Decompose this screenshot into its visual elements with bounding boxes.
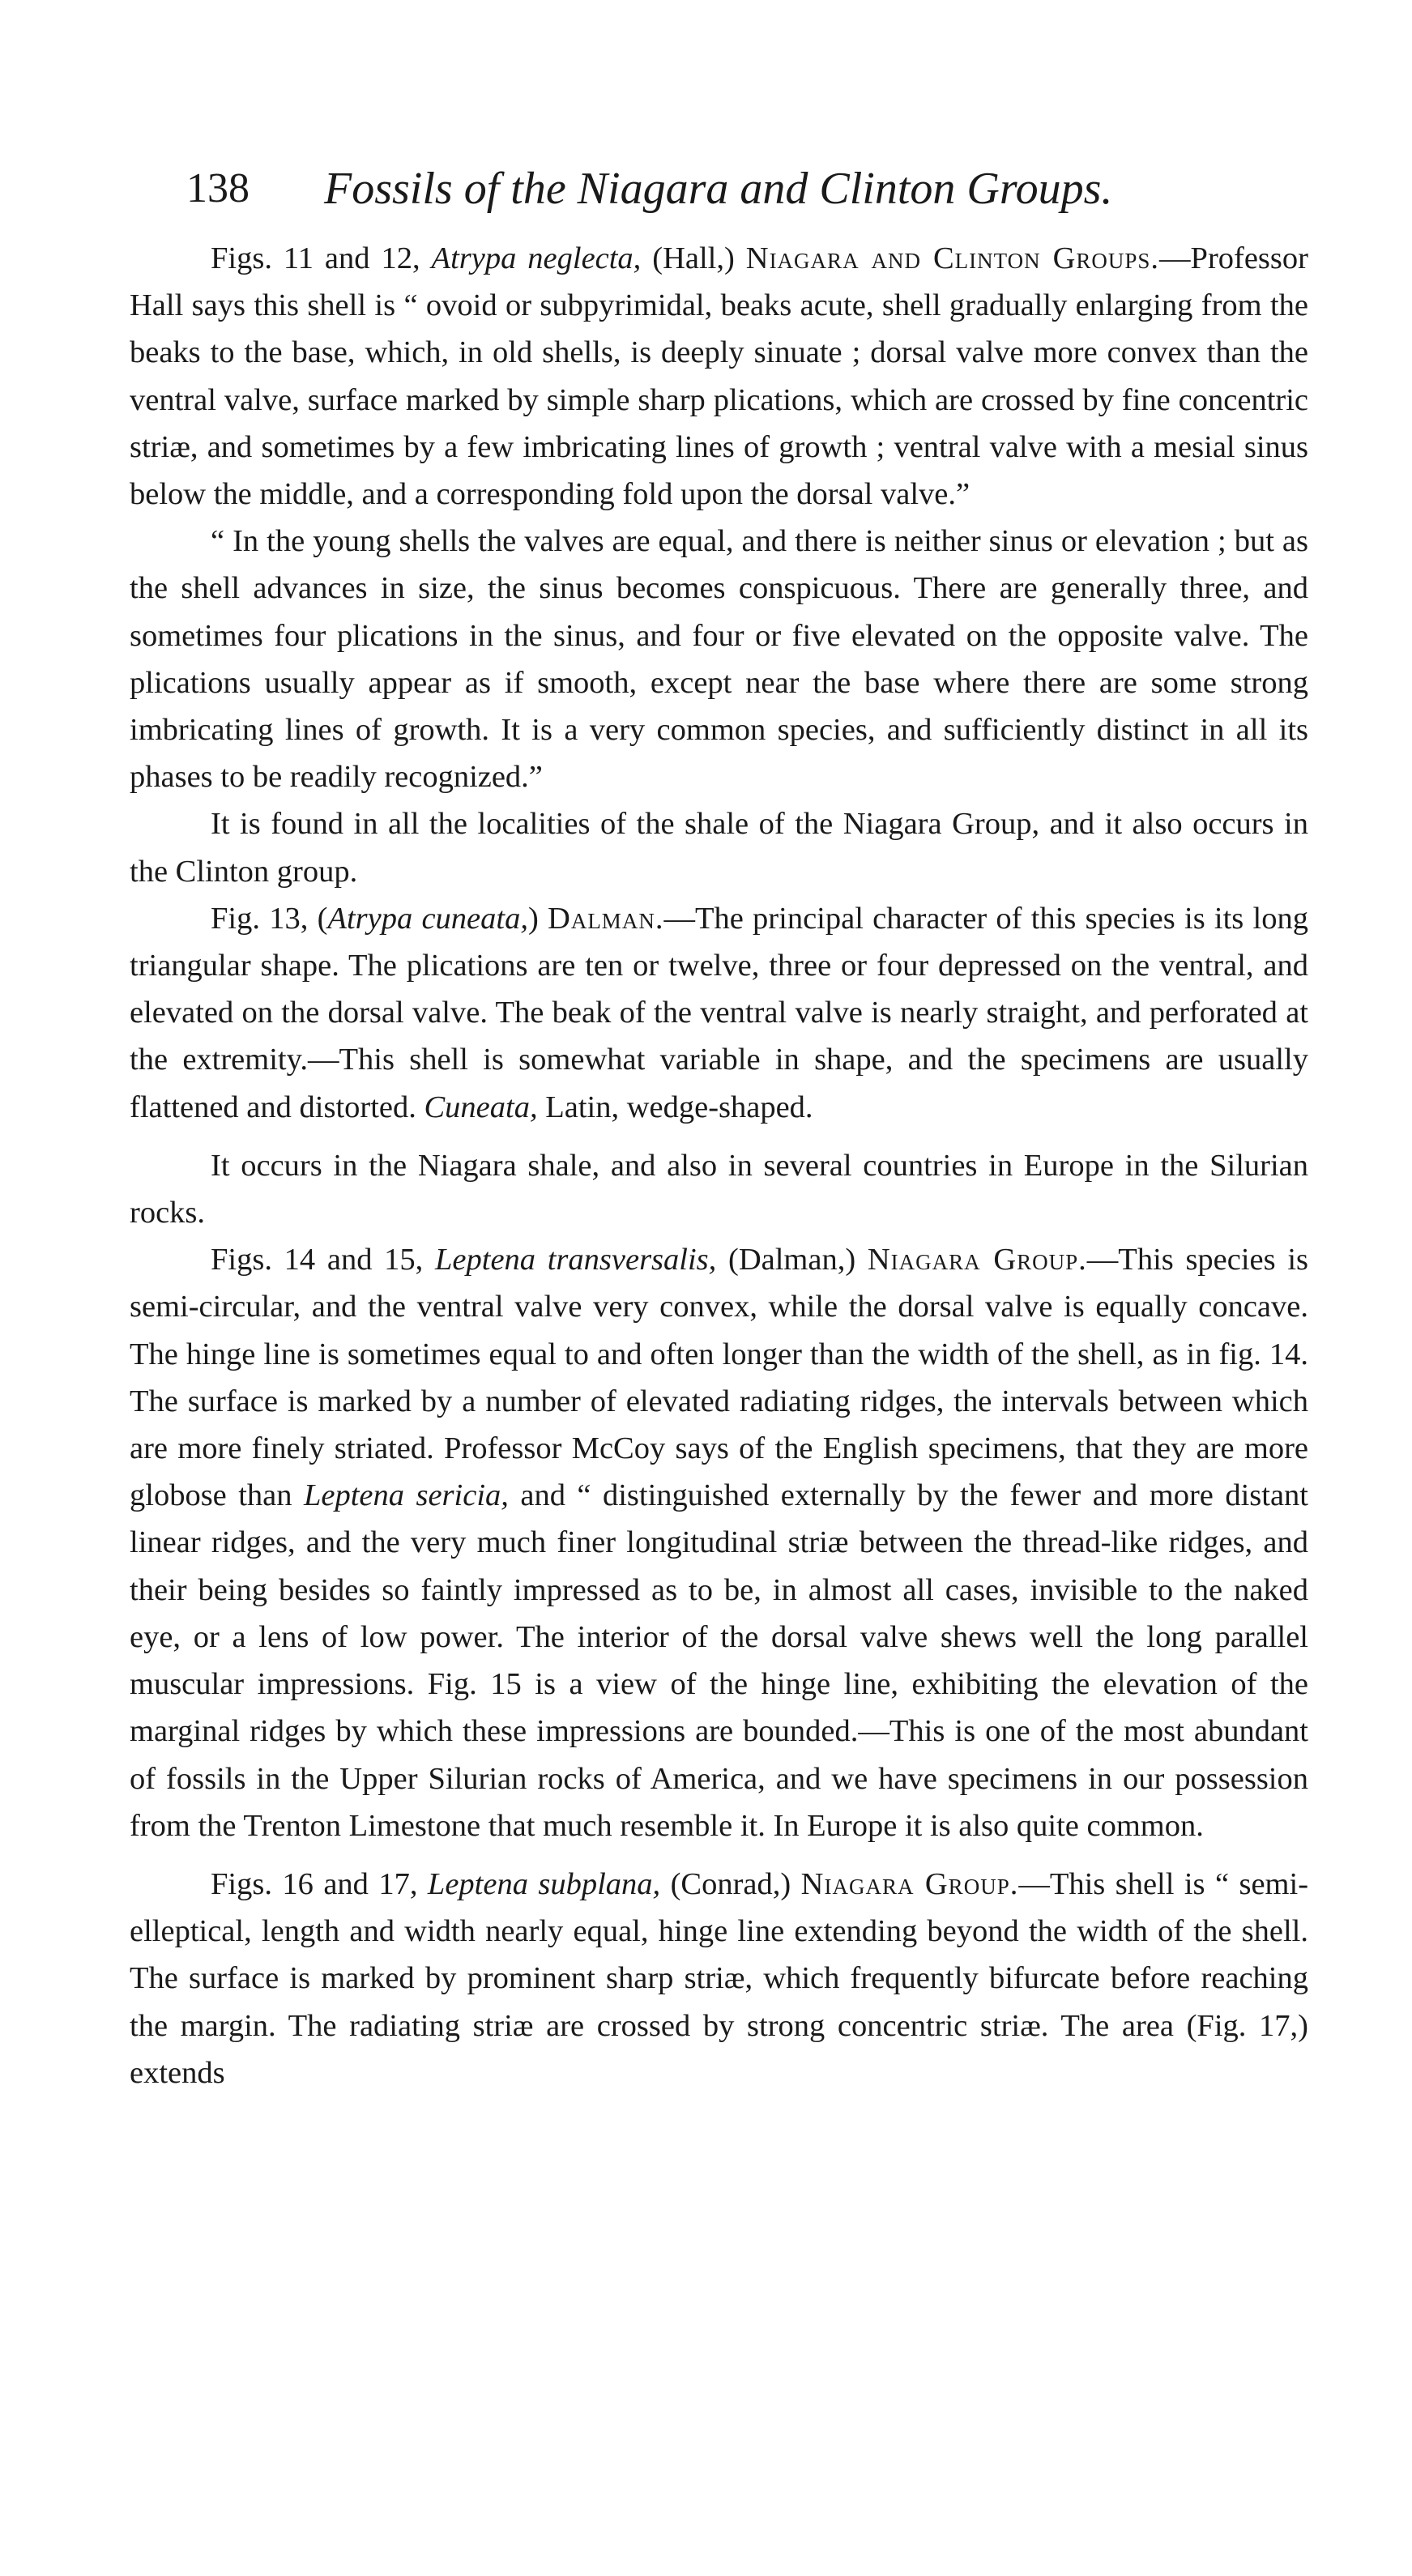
text-run: Figs. 16 and 17,	[211, 1866, 428, 1901]
running-title: Fossils of the Niagara and Clinton Groups.	[324, 164, 1113, 214]
paragraph-leptena-transversalis	[130, 1236, 1308, 1849]
text-run: Fig. 13, (	[211, 901, 328, 936]
italic-run: Leptena subplana,	[427, 1866, 661, 1901]
italic-run: Leptena sericia,	[303, 1478, 509, 1513]
italic-run: Atrypa cuneata,	[327, 901, 528, 936]
text-run: It occurs in the Niagara shale, and also in several countries in Europe in the Silurian rocks.	[130, 1148, 1308, 1230]
text-run: (Conrad,)	[660, 1866, 801, 1901]
paragraph-atrypa-cuneata	[130, 895, 1308, 1131]
text-run: Figs. 11 and 12,	[211, 241, 432, 275]
paragraph-young-shells	[130, 518, 1308, 800]
text-run: —This species is semi-circular, and the ventral valve very convex, while the dorsal valve is equally concave. The hinge line is sometimes equal to and often longer than the width of the shell, as in fig. 14. The surface is marked by a number of elevated radiating ridges, the intervals between which are more finely striated. Professor McCoy says of the English specimens, that they are more globose than	[130, 1243, 1309, 1513]
text-run: Figs. 14 and 15,	[211, 1243, 435, 1277]
smallcaps-run: Niagara Group.	[867, 1243, 1087, 1277]
text-run: (Dalman,)	[716, 1243, 868, 1277]
smallcaps-run: Niagara Group.	[800, 1866, 1019, 1901]
text-run: —This shell is “ semi-elleptical, length and width nearly equal, hinge line extending beyond the width of the shell. The surface is marked by prominent sharp striæ, which frequently bifurcate before reaching the margin. The radiating striæ are crossed by strong concentric striæ. The area (Fig. 17,) extends	[130, 1866, 1309, 2090]
text-run: —The principal character of this species is its long triangular shape. The plications are ten or twelve, three or four depressed on the ventral, and elevated on the dorsal valve. The beak of the ventral valve is nearly straight, and perforated at the extremity.—This shell is somewhat variable in shape, and the specimens are usually flattened and distorted.	[130, 901, 1308, 1124]
body-text	[130, 235, 1308, 2096]
page-number: 138	[186, 165, 250, 211]
smallcaps-run: Niagara and Clinton Groups.	[745, 241, 1160, 275]
italic-run: Leptena transversalis,	[435, 1243, 717, 1277]
text-run: Latin, wedge-shaped.	[537, 1090, 813, 1124]
page-header	[186, 152, 1239, 225]
text-run: —Professor Hall says this shell is “ ovoid or subpyrimidal, beaks acute, shell gradually enlarging from the beaks to the base, which, in old shells, is deeply sinuate ; dorsal valve more convex than the ventral valve, surface marked by simple sharp plications, which are crossed by fine concentric striæ, and sometimes by a few imbricating lines of growth ; ventral valve with a mesial sinus below the middle, and a corresponding fold upon the dorsal valve.”	[130, 241, 1308, 512]
paragraph-localities	[130, 800, 1308, 894]
text-run: and “ distinguished externally by the fewer and more distant linear ridges, and the very much finer longitudinal striæ between the thread-like ridges, and their being besides so faintly impressed as to be, in almost all cases, invisible to the naked eye, or a lens of low power. The interior of the dorsal valve shews well the long parallel muscular impressions. Fig. 15 is a view of the hinge line, exhibiting the elevation of the marginal ridges by which these impressions are bounded.—This is one of the most abundant of fossils in the Upper Silurian rocks of America, and we have specimens in our possession from the Trenton Limestone that much resemble it. In Europe it is also quite common.	[130, 1478, 1308, 1843]
italic-run: Atrypa neglecta,	[431, 241, 642, 275]
smallcaps-run: Dalman.	[548, 901, 664, 936]
text-run: It is found in all the localities of the shale of the Niagara Group, and it also occurs in the Clinton group.	[130, 807, 1308, 889]
paragraph-atrypa-neglecta	[130, 235, 1308, 518]
text-run: “ In the young shells the valves are equal, and there is neither sinus or elevation ; but as the shell advances in size, the sinus becomes conspicuous. There are generally three, and sometimes four plications in the sinus, and four or five elevated on the opposite valve. The plications usually appear as if smooth, except near the base where there are some strong imbricating lines of growth. It is a very common species, and sufficiently distinct in all its phases to be readily recognized.”	[130, 524, 1308, 795]
text-run: (Hall,)	[641, 241, 746, 275]
paragraph-leptena-subplana	[130, 1861, 1308, 2096]
italic-run: Cuneata,	[424, 1090, 538, 1124]
text-run: )	[527, 901, 548, 936]
paragraph-niagara-shale	[130, 1142, 1308, 1236]
